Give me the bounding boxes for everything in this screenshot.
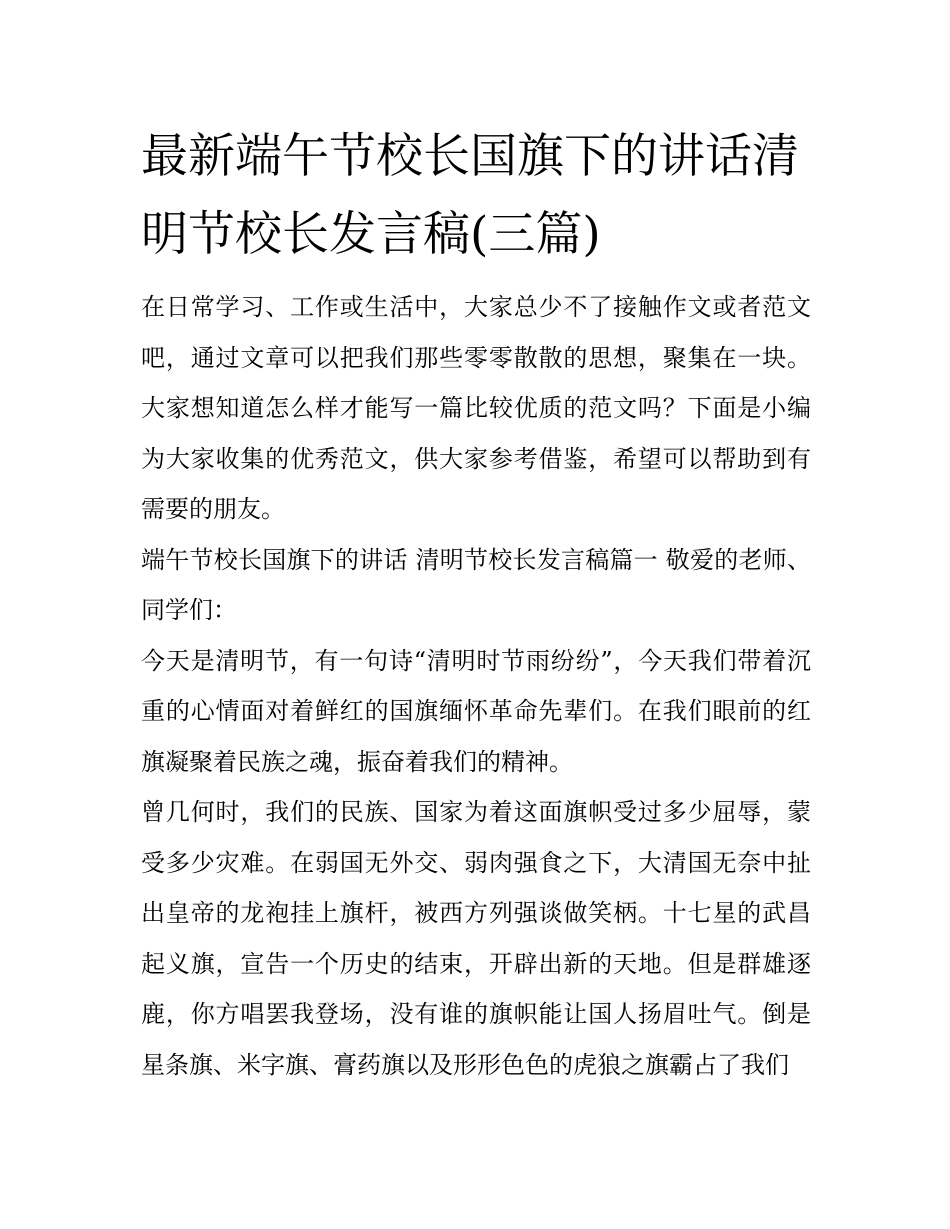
paragraph-history: 曾几何时，我们的民族、国家为着这面旗帜受过多少屈辱，蒙受多少灾难。在弱国无外交、弱肉强食之下，大清国无奈中扯出皇帝的龙袍挂上旗杆，被西方列强谈做笑柄。十七星的武昌起义旗，宣告一个历史的结束，开辟出新的天地。但是群雄逐鹿，你方唱罢我登场，没有谁的旗帜能让国人扬眉吐气。倒是星条旗、米字旗、膏药旗以及形形色色的虎狼之旗霸占了我们 — [141, 798, 811, 1079]
document-body — [141, 118, 811, 1090]
paragraph-greeting: 端午节校长国旗下的讲话 清明节校长发言稿篇一 敬爱的老师、同学们： — [141, 545, 811, 624]
document-title: 最新端午节校长国旗下的讲话清明节校长发言稿(三篇) — [141, 129, 799, 262]
paragraph-intro: 在日常学习、工作或生活中，大家总少不了接触作文或者范文吧，通过文章可以把我们那些零零散散的思想，聚集在一块。大家想知道怎么样才能写一篇比较优质的范文吗？下面是小编为大家收集的优秀范文，供大家参考借鉴，希望可以帮助到有需要的朋友。 — [141, 293, 811, 523]
paragraph-qingming: 今天是清明节，有一句诗“清明时节雨纷纷”，今天我们带着沉重的心情面对着鲜红的国旗缅怀革命先辈们。在我们眼前的红旗凝聚着民族之魂，振奋着我们的精神。 — [141, 646, 811, 776]
